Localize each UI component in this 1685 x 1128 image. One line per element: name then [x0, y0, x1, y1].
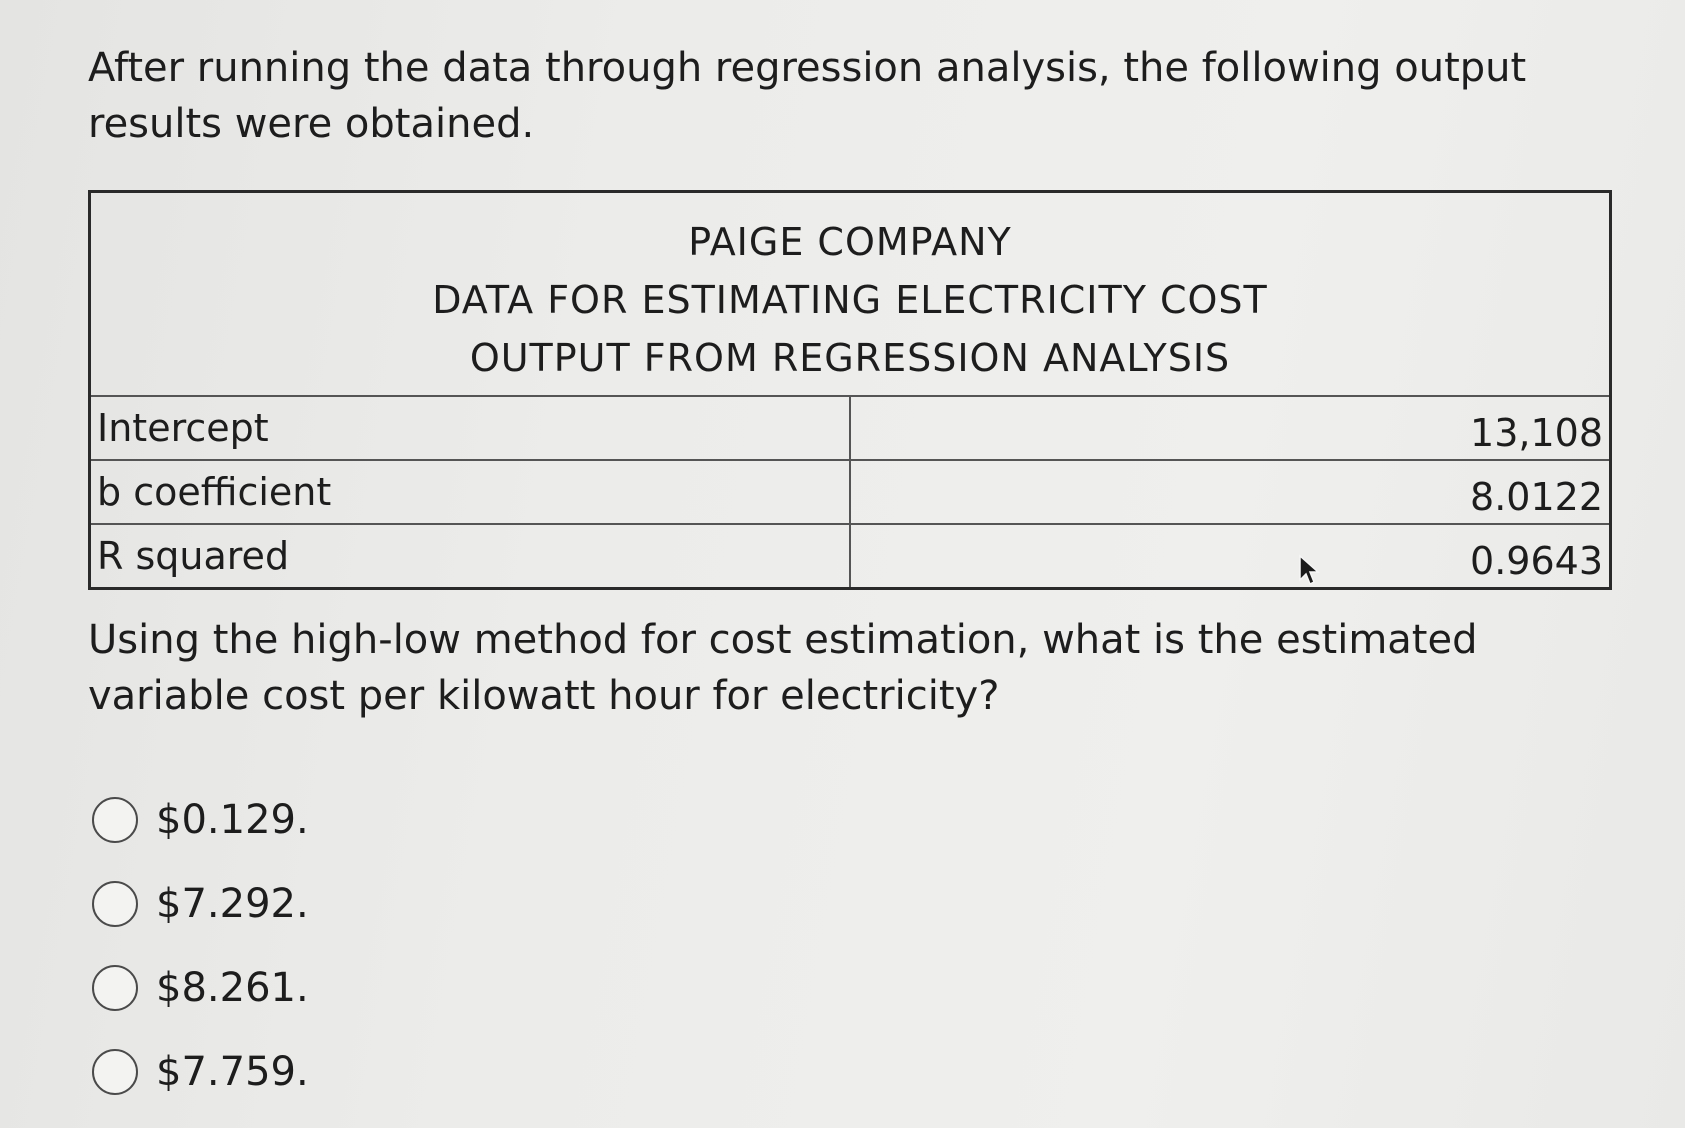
table-cell-empty — [851, 461, 1309, 523]
mouse-pointer-icon — [1298, 554, 1322, 588]
table-row — [91, 397, 1609, 461]
row-value-b-coefficient: 8.0122 — [1470, 475, 1603, 519]
answer-option-label: $0.129. — [156, 797, 309, 843]
row-value-r-squared: 0.9643 — [1470, 539, 1603, 583]
answer-option[interactable] — [92, 862, 309, 946]
answer-option-label: $7.292. — [156, 881, 309, 927]
answer-option[interactable] — [92, 778, 309, 862]
table-title-output: OUTPUT FROM REGRESSION ANALYSIS — [469, 336, 1231, 380]
radio-button[interactable] — [92, 881, 138, 927]
radio-button[interactable] — [92, 1049, 138, 1095]
row-value-intercept: 13,108 — [1470, 411, 1603, 455]
answer-options — [92, 778, 309, 1114]
row-label-r-squared: R squared — [91, 525, 851, 587]
table-header — [91, 193, 1609, 397]
intro-text: After running the data through regression analysis, the following output results were obtained. — [88, 45, 1527, 147]
regression-output-table — [88, 190, 1612, 590]
table-title-company: PAIGE COMPANY — [688, 220, 1012, 264]
table-row — [91, 461, 1609, 525]
table-title-data: DATA FOR ESTIMATING ELECTRICITY COST — [432, 278, 1268, 322]
question-text: Using the high-low method for cost estimation, what is the estimated variable cost per kilowatt hour for electricity? — [88, 617, 1478, 719]
radio-button[interactable] — [92, 965, 138, 1011]
answer-option-label: $8.261. — [156, 965, 309, 1011]
table-cell-empty — [851, 525, 1309, 587]
answer-option[interactable] — [92, 1030, 309, 1114]
row-label-intercept: Intercept — [91, 397, 851, 459]
row-label-b-coefficient: b coefficient — [91, 461, 851, 523]
radio-button[interactable] — [92, 797, 138, 843]
table-cell-empty — [851, 397, 1309, 459]
table-row — [91, 525, 1609, 587]
answer-option-label: $7.759. — [156, 1049, 309, 1095]
answer-option[interactable] — [92, 946, 309, 1030]
